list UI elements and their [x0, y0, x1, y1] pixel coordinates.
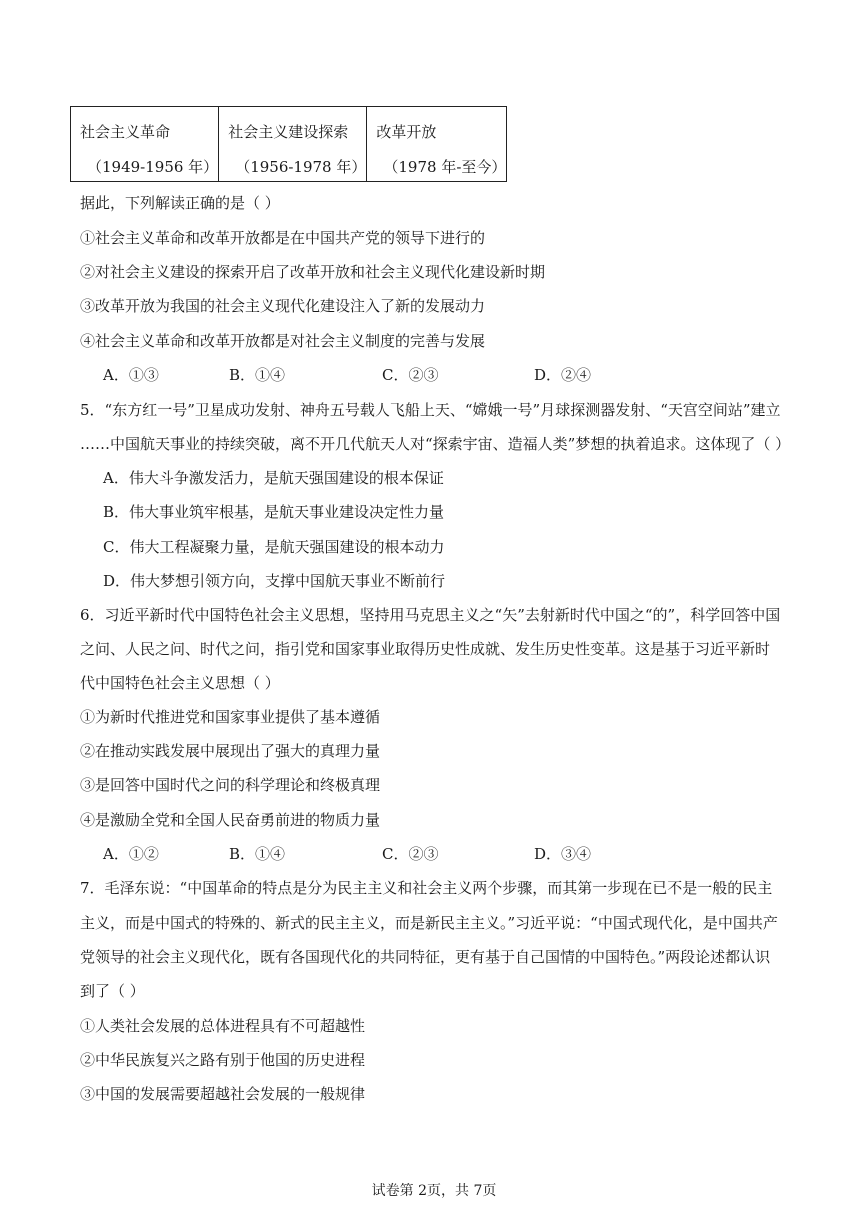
cell-period: （1978 年-至今） [383, 158, 507, 176]
q7-statement-2: ②中华民族复兴之路有别于他国的历史进程 [80, 1051, 366, 1069]
cell-period: （1956-1978 年） [235, 158, 367, 176]
q4-statement-4: ④社会主义革命和改革开放都是对社会主义制度的完善与发展 [80, 332, 486, 350]
q5-stem-line-2: ……中国航天事业的持续突破，离不开几代航天人对“探索宇宙、造福人类”梦想的执着追求。这体现了（ ） [80, 435, 791, 453]
q7-stem-line-4: 到了（ ） [80, 982, 145, 1000]
q4-stem: 据此，下列解读正确的是（ ） [80, 194, 280, 212]
cell-period: （1949-1956 年） [87, 158, 219, 176]
q4-option-a[interactable]: A．①③ [103, 366, 159, 384]
q6-option-a[interactable]: A．①② [103, 845, 159, 863]
history-period-table [70, 106, 507, 182]
q6-option-b[interactable]: B．①④ [229, 845, 286, 863]
q6-statement-1: ①为新时代推进党和国家事业提供了基本遵循 [80, 708, 381, 726]
table-cell-reform [367, 107, 507, 182]
q5-choice-b[interactable]: B．伟大事业筑牢根基，是航天事业建设决定性力量 [103, 503, 445, 521]
q7-stem-line-1: 7．毛泽东说：“中国革命的特点是分为民主主义和社会主义两个步骤，而其第一步现在已不是一般的民主 [80, 879, 773, 897]
q6-statement-4: ④是激励全党和全国人民奋勇前进的物质力量 [80, 811, 381, 829]
table-cell-revolution [71, 107, 219, 182]
q7-stem-line-2: 主义，而是中国式的特殊的、新式的民主主义，而是新民主主义。”习近平说：“中国式现代化，是中国共产 [80, 914, 778, 932]
q7-stem-line-3: 党领导的社会主义现代化，既有各国现代化的共同特征，更有基于自己国情的中国特色。”两段论述都认识 [80, 948, 771, 966]
cell-title: 社会主义建设探索 [228, 123, 349, 141]
q4-statement-2: ②对社会主义建设的探索开启了改革开放和社会主义现代化建设新时期 [80, 263, 546, 281]
cell-title: 社会主义革命 [80, 123, 171, 141]
q5-choice-c[interactable]: C．伟大工程凝聚力量，是航天强国建设的根本动力 [103, 538, 445, 556]
q6-option-c[interactable]: C．②③ [382, 845, 439, 863]
q4-option-b[interactable]: B．①④ [229, 366, 286, 384]
q4-statement-1: ①社会主义革命和改革开放都是在中国共产党的领导下进行的 [80, 229, 486, 247]
q6-stem-line-1: 6．习近平新时代中国特色社会主义思想，坚持用马克思主义之“矢”去射新时代中国之“的”，科学回答中国 [80, 606, 781, 624]
q4-option-d[interactable]: D．②④ [534, 366, 592, 384]
q6-stem-line-2: 之问、人民之问、时代之问，指引党和国家事业取得历史性成就、发生历史性变革。这是基于习近平新时 [80, 640, 771, 658]
q5-choice-a[interactable]: A．伟大斗争激发活力，是航天强国建设的根本保证 [103, 469, 444, 487]
table-cell-exploration [219, 107, 367, 182]
q7-statement-3: ③中国的发展需要超越社会发展的一般规律 [80, 1085, 366, 1103]
q6-option-d[interactable]: D．③④ [534, 845, 592, 863]
q7-statement-1: ①人类社会发展的总体进程具有不可超越性 [80, 1017, 366, 1035]
q5-stem-line-1: 5．“东方红一号”卫星成功发射、神舟五号载人飞船上天、“嫦娥一号”月球探测器发射、“天宫空间站”建立 [80, 401, 781, 419]
q6-statement-2: ②在推动实践发展中展现出了强大的真理力量 [80, 742, 381, 760]
q4-option-c[interactable]: C．②③ [382, 366, 439, 384]
cell-title: 改革开放 [376, 123, 437, 141]
q6-statement-3: ③是回答中国时代之问的科学理论和终极真理 [80, 776, 381, 794]
q6-stem-line-3: 代中国特色社会主义思想（ ） [80, 674, 280, 692]
page-footer: 试卷第 2页，共 7页 [371, 1183, 497, 1199]
q4-statement-3: ③改革开放为我国的社会主义现代化建设注入了新的发展动力 [80, 297, 486, 315]
q5-choice-d[interactable]: D．伟大梦想引领方向，支撑中国航天事业不断前行 [103, 572, 446, 590]
